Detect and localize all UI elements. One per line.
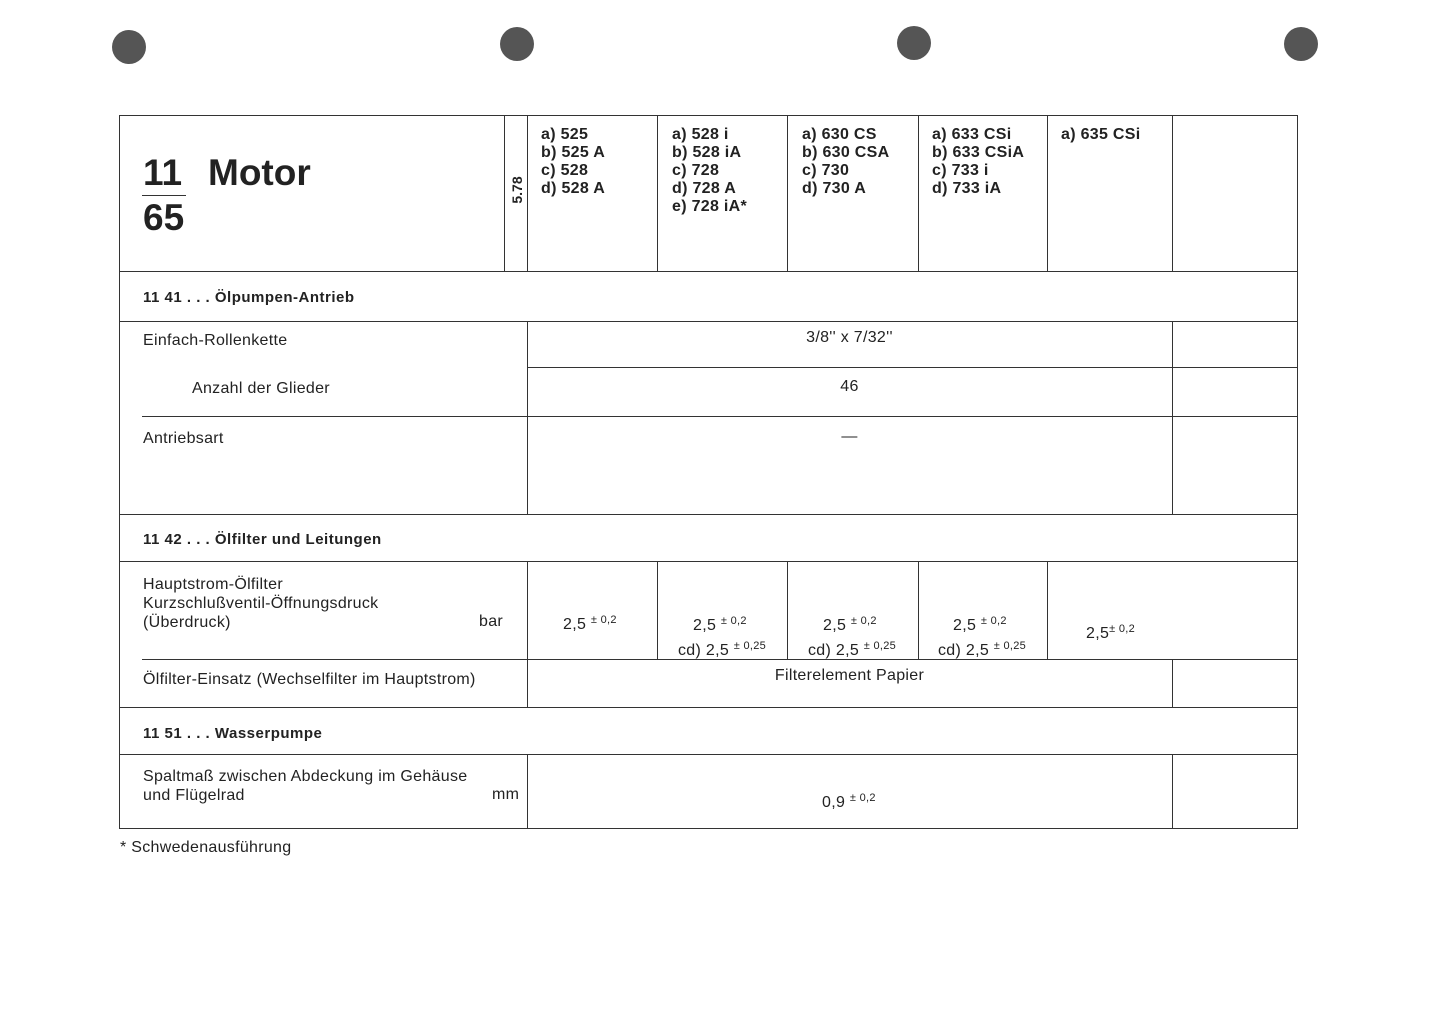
gap-unit: mm <box>492 786 520 803</box>
footnote: * Schwedenausführung <box>120 839 292 856</box>
valve-value-text-cd: cd) 2,5 <box>678 642 730 659</box>
punch-hole <box>112 30 146 64</box>
valve-value-col-5 <box>1086 620 1135 643</box>
valve-unit: bar <box>479 613 504 630</box>
model-list-column-1: a) 525 b) 525 A c) 528 d) 528 A <box>541 126 606 197</box>
section-title-water-pump: 11 51 . . . Wasserpumpe <box>143 725 323 742</box>
revision-date: 5.78 <box>509 176 525 204</box>
filter-insert-value: Filterelement Papier <box>774 667 925 684</box>
drive-value: — <box>841 428 858 445</box>
links-label: Anzahl der Glieder <box>192 380 330 397</box>
chain-label: Einfach-Rollenkette <box>143 332 288 349</box>
valve-value-tolerance-cd: ± 0,25 <box>993 640 1027 652</box>
section-title-oil-filter: 11 42 . . . Ölfilter und Leitungen <box>143 531 382 548</box>
section-title-oil-pump-drive: 11 41 . . . Ölpumpen-Antrieb <box>143 289 355 306</box>
valve-value-col-4 <box>938 611 1026 661</box>
model-list-column-3: a) 630 CS b) 630 CSA c) 730 d) 730 A <box>802 126 890 197</box>
valve-value-text-cd: cd) 2,5 <box>808 642 860 659</box>
chain-value: 3/8'' x 7/32'' <box>806 329 893 346</box>
valve-value-tolerance-cd: ± 0,25 <box>733 640 767 652</box>
valve-value-tolerance-cd: ± 0,25 <box>863 640 897 652</box>
valve-value-tolerance: ± 0,2 <box>980 615 1007 627</box>
punch-hole <box>1284 27 1318 61</box>
valve-label: Hauptstrom-Ölfilter Kurzschlußventil-Öffnungsdruck (Überdruck) <box>143 576 379 631</box>
valve-value-text-cd: cd) 2,5 <box>938 642 990 659</box>
valve-value-text: 2,5 <box>1086 625 1110 642</box>
valve-value-col-2 <box>678 611 766 661</box>
drive-label: Antriebsart <box>143 430 224 447</box>
subgroup-number: 65 <box>143 197 185 238</box>
valve-value-tolerance: ± 0,2 <box>590 614 617 626</box>
model-list-column-2: a) 528 i b) 528 iA c) 728 d) 728 A e) 728 iA* <box>672 126 748 215</box>
group-divider <box>142 195 186 196</box>
gap-value-tolerance: ± 0,2 <box>849 792 876 804</box>
valve-value-text: 2,5 <box>823 617 847 634</box>
valve-value-col-1 <box>563 611 617 634</box>
punch-hole <box>500 27 534 61</box>
page-title: Motor <box>208 152 311 193</box>
gap-label: Spaltmaß zwischen Abdeckung im Gehäuse und Flügelrad <box>143 768 468 804</box>
gap-value <box>822 789 876 812</box>
valve-value-tolerance: ± 0,2 <box>720 615 747 627</box>
valve-value-tolerance: ± 0,2 <box>1109 623 1136 635</box>
punch-hole <box>897 26 931 60</box>
valve-value-text: 2,5 <box>563 616 587 633</box>
links-value: 46 <box>840 378 859 395</box>
valve-value-text: 2,5 <box>953 617 977 634</box>
group-number: 11 <box>143 152 183 193</box>
valve-value-text: 2,5 <box>693 617 717 634</box>
model-list-column-4: a) 633 CSi b) 633 CSiA c) 733 i d) 733 iA <box>932 126 1025 197</box>
filter-insert-label: Ölfilter-Einsatz (Wechselfilter im Hauptstrom) <box>143 671 476 688</box>
gap-value-text: 0,9 <box>822 794 846 811</box>
model-list-column-5: a) 635 CSi <box>1061 126 1141 143</box>
valve-value-tolerance: ± 0,2 <box>850 615 877 627</box>
valve-value-col-3 <box>808 611 896 661</box>
